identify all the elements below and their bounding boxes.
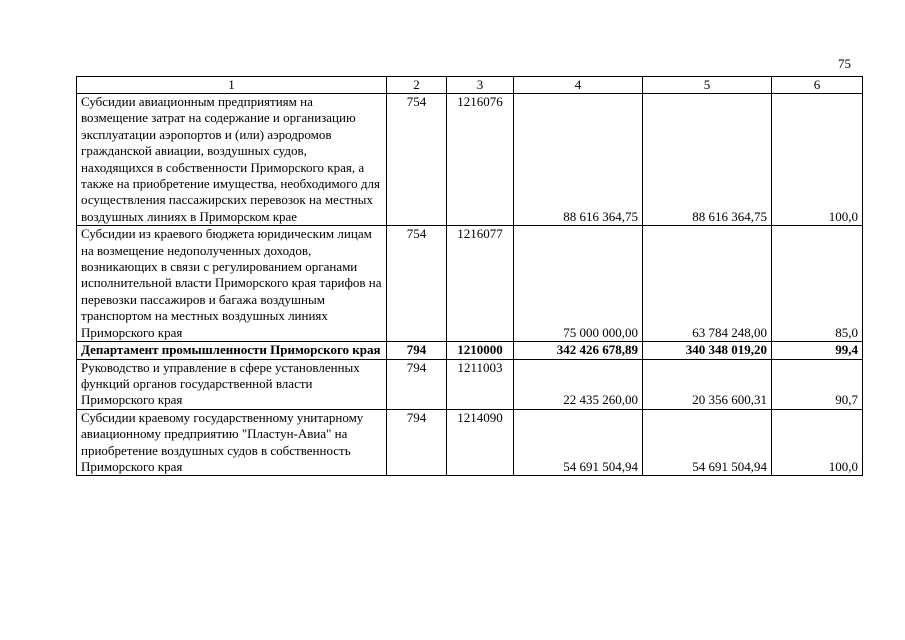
row-admin-code: 754 [387, 226, 447, 342]
row-name: Субсидии из краевого бюджета юридическим лицам на возмещение недополученных доходов, возникающих в связи с регулированием органами исполнительной власти Приморского края тарифов на перевозки пассажиров и багажа воздушным транспортом на местных воздушных линиях Приморского края [77, 226, 387, 342]
row-admin-code: 794 [387, 342, 447, 359]
table-row [77, 94, 863, 226]
table-row [77, 409, 863, 476]
table-row [77, 226, 863, 342]
row-admin-code: 754 [387, 94, 447, 226]
row-percent: 100,0 [772, 409, 863, 476]
row-planned-amount: 342 426 678,89 [514, 342, 643, 359]
row-target-code: 1216076 [447, 94, 514, 226]
row-admin-code: 794 [387, 409, 447, 476]
budget-execution-table [76, 76, 863, 476]
row-target-code: 1211003 [447, 359, 514, 409]
row-planned-amount: 54 691 504,94 [514, 409, 643, 476]
row-executed-amount: 340 348 019,20 [643, 342, 772, 359]
row-percent: 99,4 [772, 342, 863, 359]
row-name: Руководство и управление в сфере установленных функций органов государственной власти Приморского края [77, 359, 387, 409]
column-number-header-row [77, 77, 863, 94]
row-executed-amount: 88 616 364,75 [643, 94, 772, 226]
row-planned-amount: 88 616 364,75 [514, 94, 643, 226]
page-number: 75 [838, 56, 851, 71]
row-executed-amount: 63 784 248,00 [643, 226, 772, 342]
row-target-code: 1210000 [447, 342, 514, 359]
row-name: Субсидии краевому государственному унитарному авиационному предприятию "Пластун-Авиа" на приобретение воздушных судов в собственность Приморского края [77, 409, 387, 476]
column-header-5: 5 [643, 77, 772, 94]
row-planned-amount: 75 000 000,00 [514, 226, 643, 342]
column-header-1: 1 [77, 77, 387, 94]
row-name: Департамент промышленности Приморского края [77, 342, 387, 359]
row-target-code: 1216077 [447, 226, 514, 342]
row-executed-amount: 20 356 600,31 [643, 359, 772, 409]
row-percent: 85,0 [772, 226, 863, 342]
table-row [77, 359, 863, 409]
table-row-department-total [77, 342, 863, 359]
row-target-code: 1214090 [447, 409, 514, 476]
row-percent: 100,0 [772, 94, 863, 226]
row-name: Субсидии авиационным предприятиям на возмещение затрат на содержание и организацию эксплуатации аэропортов и (или) аэродромов гражданской авиации, воздушных судов, находящихся в собственности Приморского края, а также на приобретение имущества, необходимого для осуществления пассажирских перевозок на местных воздушных линиях в Приморском крае [77, 94, 387, 226]
column-header-2: 2 [387, 77, 447, 94]
column-header-6: 6 [772, 77, 863, 94]
row-admin-code: 794 [387, 359, 447, 409]
row-planned-amount: 22 435 260,00 [514, 359, 643, 409]
column-header-3: 3 [447, 77, 514, 94]
row-percent: 90,7 [772, 359, 863, 409]
row-executed-amount: 54 691 504,94 [643, 409, 772, 476]
column-header-4: 4 [514, 77, 643, 94]
